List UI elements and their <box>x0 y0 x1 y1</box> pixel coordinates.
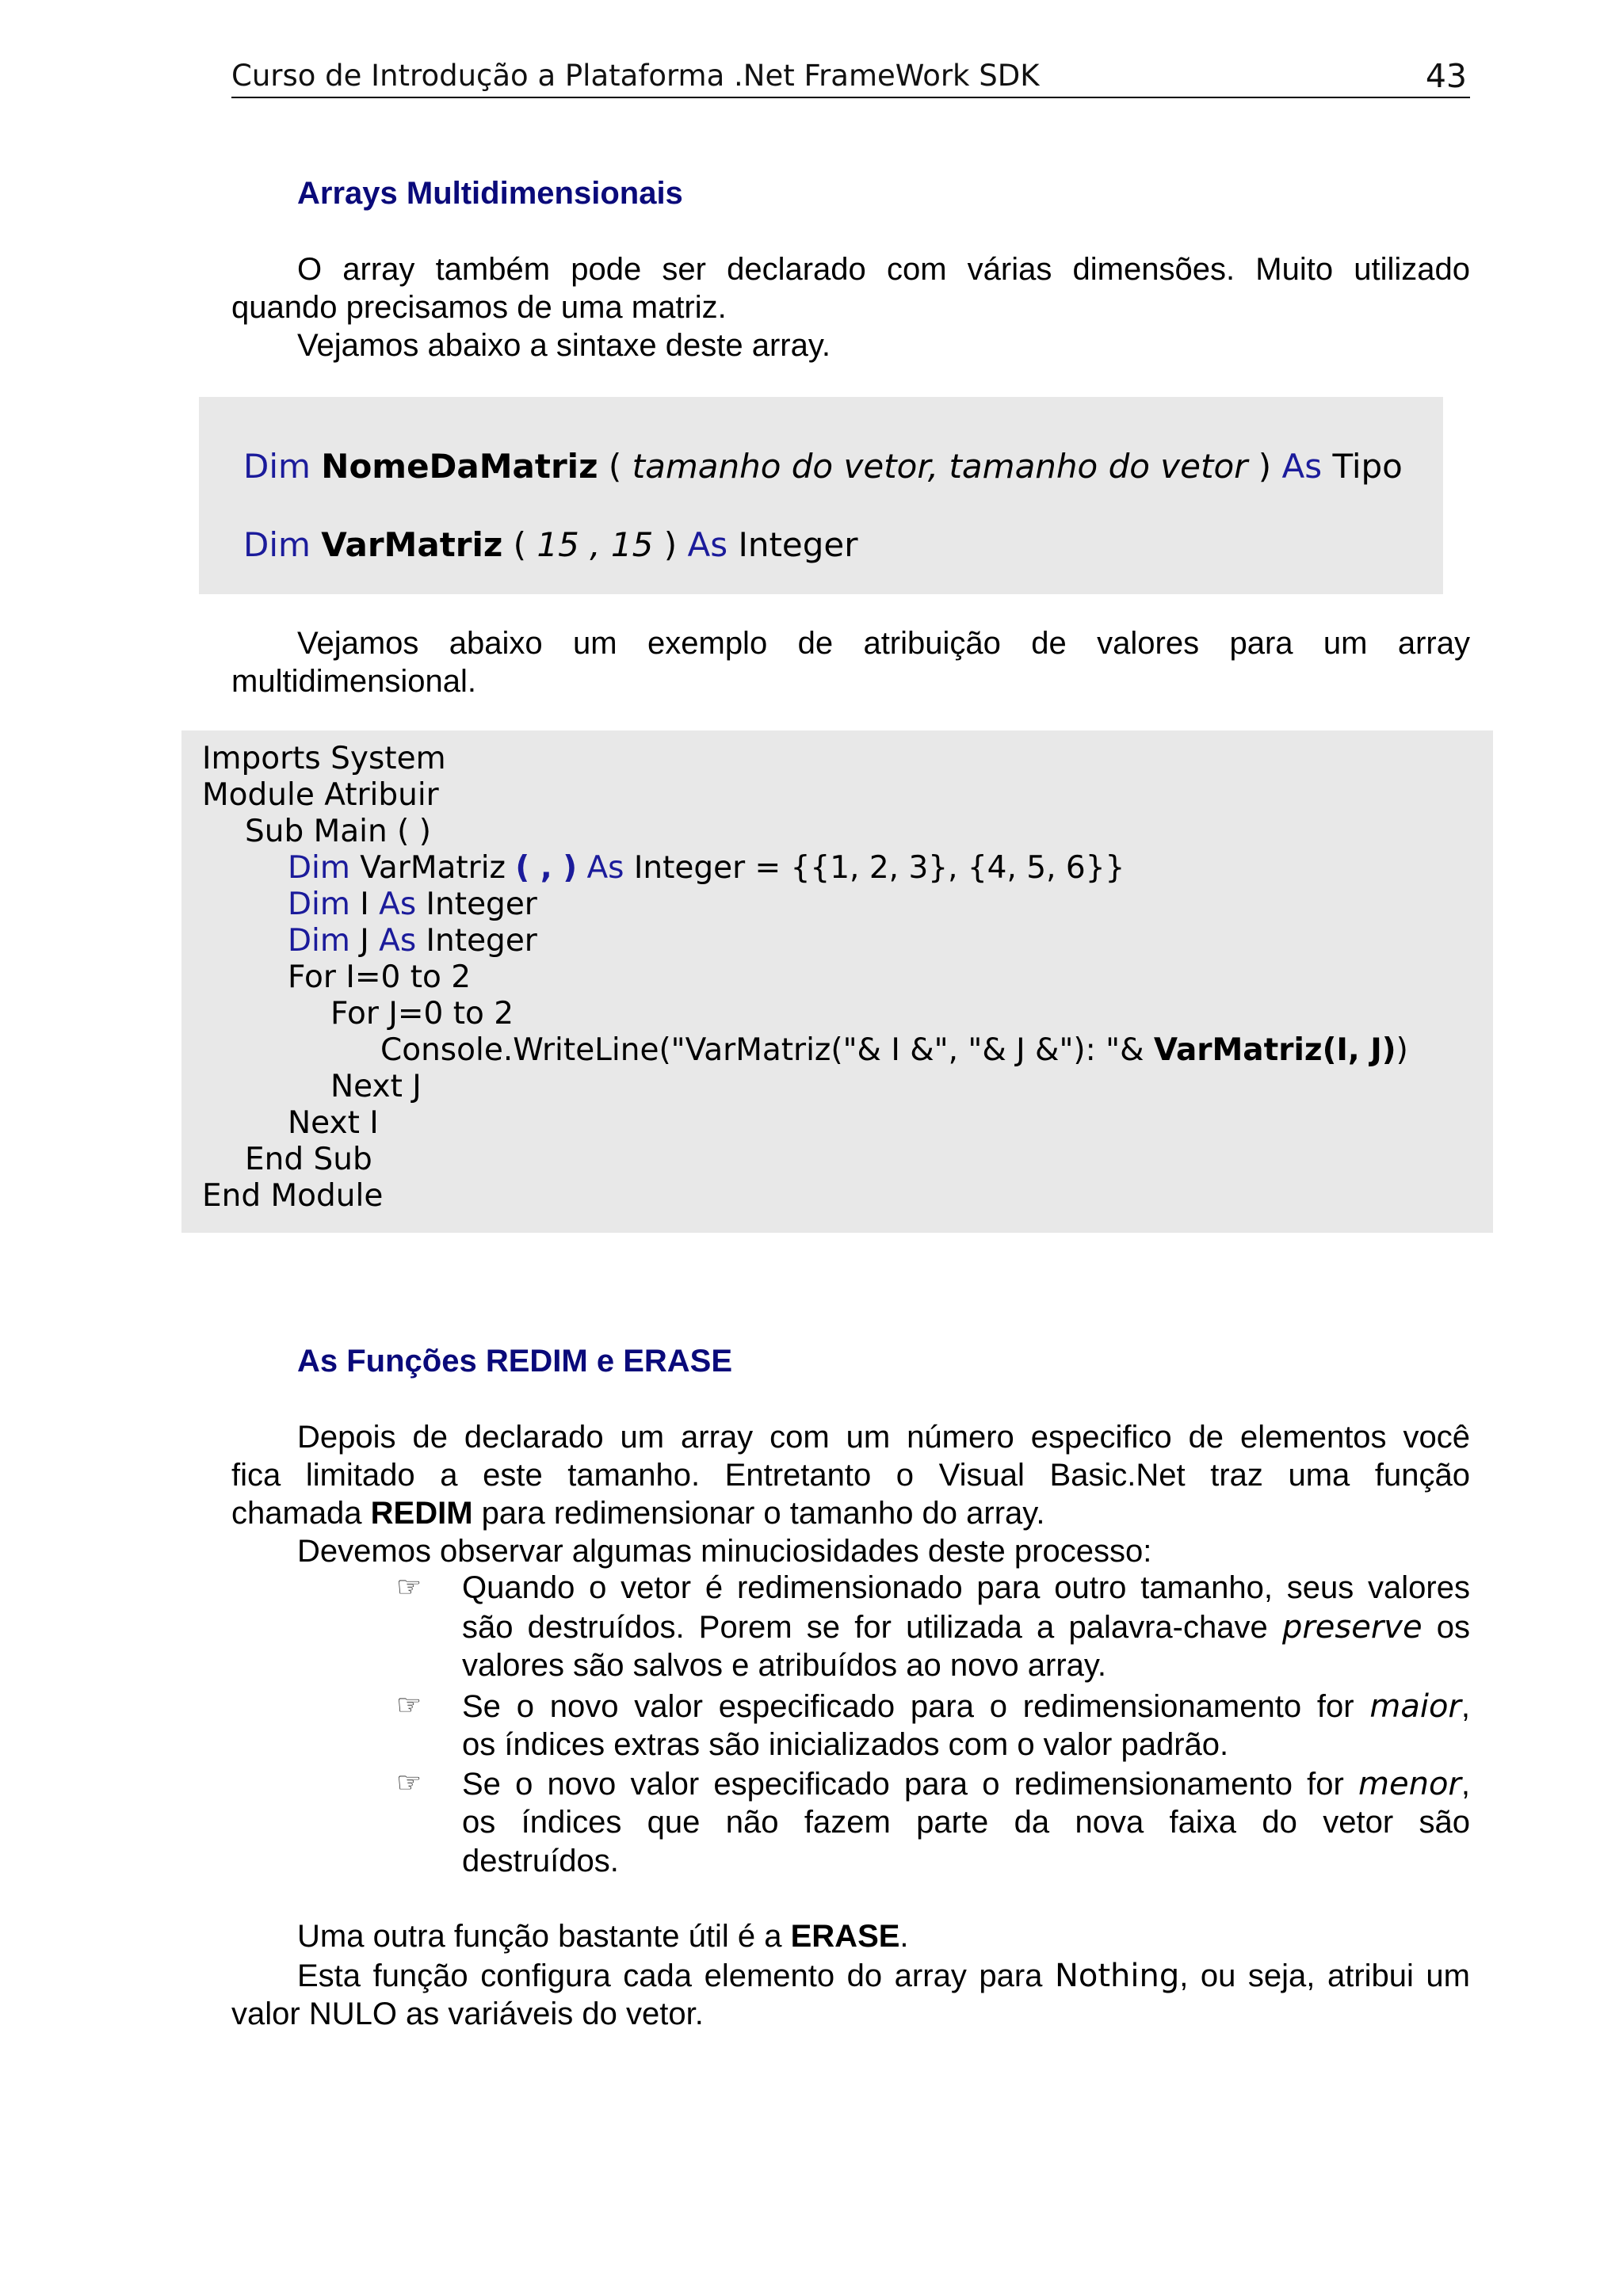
keyword: Dim <box>288 923 350 959</box>
emphasis-maior: maior <box>1369 1688 1461 1725</box>
punctuation: ) <box>653 525 688 564</box>
text-line: destruídos. <box>462 1844 619 1878</box>
parameters: 15 , 15 <box>537 525 654 564</box>
text-line <box>297 1958 1470 1994</box>
page-number: 43 <box>1425 57 1467 95</box>
keyword: Dim <box>288 887 350 922</box>
syntax-line <box>243 447 1403 486</box>
code-text: J <box>349 923 380 959</box>
hand-pointer-icon: ☞ <box>396 1689 422 1722</box>
text-line: multidimensional. <box>231 664 477 699</box>
code-text: Console.WriteLine("VarMatriz("& I &", "& J &"): "& <box>380 1032 1154 1068</box>
hand-pointer-icon: ☞ <box>396 1571 422 1604</box>
code-text: Integer <box>416 887 537 922</box>
text-span: Uma outra função bastante útil é a <box>297 1919 791 1954</box>
text-line: Depois de declarado um array com um número especifico de elementos você <box>297 1420 1470 1455</box>
text-span: , ou seja, atribui um <box>1179 1958 1470 1993</box>
example-code-block <box>181 730 1493 1233</box>
code-line: For I=0 to 2 <box>288 959 472 995</box>
keyword: Dim <box>243 447 311 486</box>
keyword: As <box>687 525 728 564</box>
emphasis-menor: menor <box>1358 1766 1461 1802</box>
code-line: Sub Main ( ) <box>245 814 431 849</box>
text-line <box>462 1766 1470 1802</box>
punctuation: ) <box>1247 447 1282 486</box>
text-span: os <box>1422 1610 1471 1645</box>
code-line: End Module <box>202 1178 384 1214</box>
text-span: são destruídos. Porem se for utilizada a palavra-chave <box>462 1610 1282 1645</box>
code-line: Module Atribuir <box>202 777 439 813</box>
text-line: valor NULO as variáveis do vetor. <box>231 1997 704 2031</box>
text-line <box>462 1688 1470 1725</box>
text-line: os índices extras são inicializados com o valor padrão. <box>462 1727 1229 1762</box>
emphasis-redim: REDIM <box>370 1496 473 1531</box>
punctuation: ( <box>502 525 537 564</box>
keyword: Dim <box>288 850 350 886</box>
keyword: As <box>379 887 417 922</box>
code-text: I <box>349 887 380 922</box>
code-line: Next J <box>330 1069 422 1104</box>
keyword: As <box>379 923 417 959</box>
text-line <box>297 1919 909 1955</box>
text-span: para redimensionar o tamanho do array. <box>472 1496 1045 1531</box>
code-text: Integer <box>416 923 537 959</box>
header-title: Curso de Introdução a Plataforma .Net FrameWork SDK <box>231 59 1040 93</box>
code-line: For J=0 to 2 <box>330 996 514 1032</box>
emphasis-preserve: preserve <box>1281 1609 1423 1646</box>
section-heading-redim-erase: As Funções REDIM e ERASE <box>297 1344 733 1379</box>
identifier: VarMatriz <box>321 525 503 564</box>
code-line <box>288 887 537 922</box>
text-line: os índices que não fazem parte da nova faixa do vetor são <box>462 1805 1470 1840</box>
code-text: ) <box>1396 1032 1408 1068</box>
code-line: Imports System <box>202 741 446 776</box>
page-header <box>231 55 1470 98</box>
text-line: quando precisamos de uma matriz. <box>231 290 727 325</box>
keyword: As <box>577 850 624 886</box>
code-line <box>288 850 1125 886</box>
text-line: Devemos observar algumas minuciosidades deste processo: <box>297 1534 1152 1569</box>
code-line <box>380 1032 1408 1068</box>
code-line: Next I <box>288 1105 379 1141</box>
code-text: VarMatriz <box>349 850 516 886</box>
identifier: NomeDaMatriz <box>321 447 598 486</box>
code-text: VarMatriz(I, J) <box>1153 1032 1396 1068</box>
text-line: Quando o vetor é redimensionado para outro tamanho, seus valores <box>462 1570 1470 1605</box>
code-text: ( , ) <box>515 850 578 886</box>
code-line <box>288 923 537 959</box>
keyword: As <box>1281 447 1323 486</box>
keyword: Dim <box>243 525 311 564</box>
text-line: valores são salvos e atribuídos ao novo array. <box>462 1648 1107 1683</box>
parameters: tamanho do vetor, tamanho do vetor <box>632 447 1248 486</box>
text-span: Se o novo valor especificado para o redimensionamento for <box>462 1767 1359 1802</box>
syntax-line <box>243 525 858 564</box>
section-heading-arrays: Arrays Multidimensionais <box>297 176 683 211</box>
code-text: Integer = {{1, 2, 3}, {4, 5, 6}} <box>624 850 1125 886</box>
syntax-code-block <box>199 397 1443 594</box>
text-line <box>462 1609 1470 1646</box>
text-line <box>231 1496 1044 1531</box>
keyword-nothing: Nothing <box>1054 1958 1180 1994</box>
punctuation: ( <box>598 447 632 486</box>
text-span: . <box>899 1919 909 1954</box>
type-name: Tipo <box>1322 447 1403 486</box>
text-line: Vejamos abaixo um exemplo de atribuição de valores para um array <box>297 626 1470 661</box>
emphasis-erase: ERASE <box>790 1919 900 1954</box>
text-span: , <box>1461 1767 1470 1802</box>
text-span: Esta função configura cada elemento do array para <box>297 1958 1055 1993</box>
text-span: chamada <box>231 1496 371 1531</box>
type-name: Integer <box>727 525 858 564</box>
code-line: End Sub <box>245 1142 372 1177</box>
text-line: O array também pode ser declarado com várias dimensões. Muito utilizado <box>297 252 1470 287</box>
hand-pointer-icon: ☞ <box>396 1767 422 1799</box>
text-span: , <box>1461 1689 1470 1724</box>
text-line: Vejamos abaixo a sintaxe deste array. <box>297 328 831 363</box>
text-line: fica limitado a este tamanho. Entretanto o Visual Basic.Net traz uma função <box>231 1458 1470 1493</box>
text-span: Se o novo valor especificado para o redimensionamento for <box>462 1689 1370 1724</box>
